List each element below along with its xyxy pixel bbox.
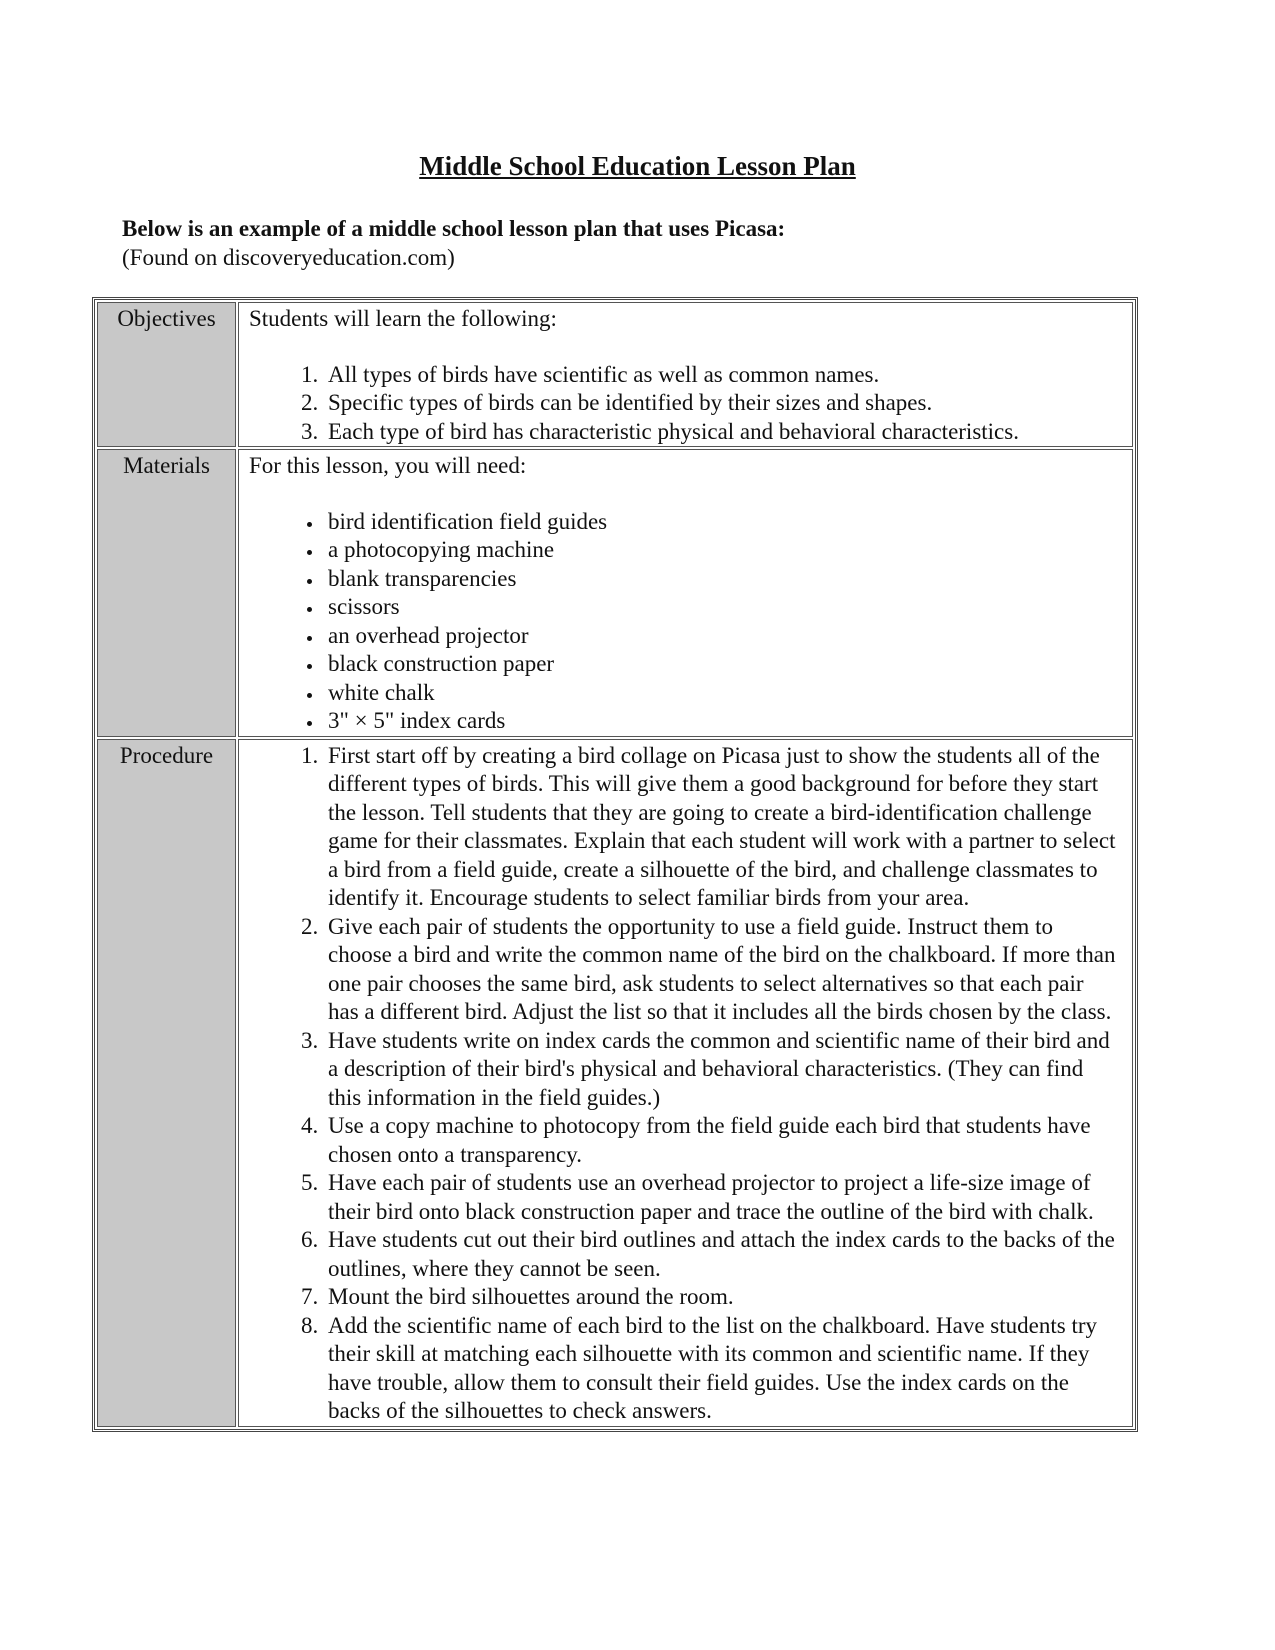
- procedure-label: Procedure: [97, 739, 236, 1427]
- procedure-step: 2. Give each pair of students the opportunity to use a field guide. Instruct them to choose a bird and write the common name of the bird on the chalkboard. If more than one pair chooses the same bird, ask students to select alternatives so that each pair has a different bird. Adjust the list so that it includes all the birds chosen by the class.: [324, 913, 1118, 1027]
- materials-row: [97, 449, 1133, 737]
- materials-list: [249, 508, 1118, 736]
- procedure-step: 6. Have students cut out their bird outlines and attach the index cards to the backs of the outlines, where they cannot be seen.: [324, 1226, 1118, 1283]
- materials-content: [238, 449, 1133, 737]
- procedure-step: 5. Have each pair of students use an overhead projector to project a life-size image of their bird onto black construction paper and trace the outline of the bird with chalk.: [324, 1169, 1118, 1226]
- lesson-plan-table: [92, 297, 1138, 1432]
- materials-lead: For this lesson, you will need:: [249, 453, 527, 478]
- intro-heading: Below is an example of a middle school lesson plan that uses Picasa:: [122, 216, 786, 241]
- material-item: • white chalk: [324, 679, 1118, 708]
- objectives-content: [238, 302, 1133, 447]
- procedure-step: 7. Mount the bird silhouettes around the room.: [324, 1283, 1118, 1312]
- intro-source: (Found on discoveryeducation.com): [122, 245, 455, 270]
- material-item: • a photocopying machine: [324, 536, 1118, 565]
- objectives-list: [249, 361, 1118, 447]
- material-item: • scissors: [324, 593, 1118, 622]
- material-item: • 3" × 5" index cards: [324, 707, 1118, 736]
- objective-item: 3. Each type of bird has characteristic physical and behavioral characteristics.: [324, 418, 1118, 447]
- procedure-content: [238, 739, 1133, 1427]
- materials-label: Materials: [97, 449, 236, 737]
- intro: [122, 214, 785, 272]
- procedure-list: [249, 742, 1118, 1426]
- procedure-row: [97, 739, 1133, 1427]
- material-item: • blank transparencies: [324, 565, 1118, 594]
- procedure-step: 4. Use a copy machine to photocopy from the field guide each bird that students have chosen onto a transparency.: [324, 1112, 1118, 1169]
- objective-item: 1. All types of birds have scientific as well as common names.: [324, 361, 1118, 390]
- objective-item: 2. Specific types of birds can be identified by their sizes and shapes.: [324, 389, 1118, 418]
- procedure-step: 1. First start off by creating a bird collage on Picasa just to show the students all of the different types of birds. This will give them a good background for before they start the lesson. Tell students that they are going to create a bird-identification challenge game for their classmates. Explain that each student will work with a partner to select a bird from a field guide, create a silhouette of the bird, and challenge classmates to identify it. Encourage students to select familiar birds from your area.: [324, 742, 1118, 913]
- material-item: • bird identification field guides: [324, 508, 1118, 537]
- objectives-lead: Students will learn the following:: [249, 306, 557, 331]
- procedure-step: 3. Have students write on index cards the common and scientific name of their bird and a description of their bird's physical and behavioral characteristics. (They can find this information in the field guides.): [324, 1027, 1118, 1113]
- material-item: • an overhead projector: [324, 622, 1118, 651]
- page-title: Middle School Education Lesson Plan: [419, 151, 856, 181]
- objectives-row: [97, 302, 1133, 447]
- procedure-step: 8. Add the scientific name of each bird to the list on the chalkboard. Have students try their skill at matching each silhouette with its common and scientific name. If they have trouble, allow them to consult their field guides. Use the index cards on the backs of the silhouettes to check answers.: [324, 1312, 1118, 1426]
- objectives-label: Objectives: [97, 302, 236, 447]
- material-item: • black construction paper: [324, 650, 1118, 679]
